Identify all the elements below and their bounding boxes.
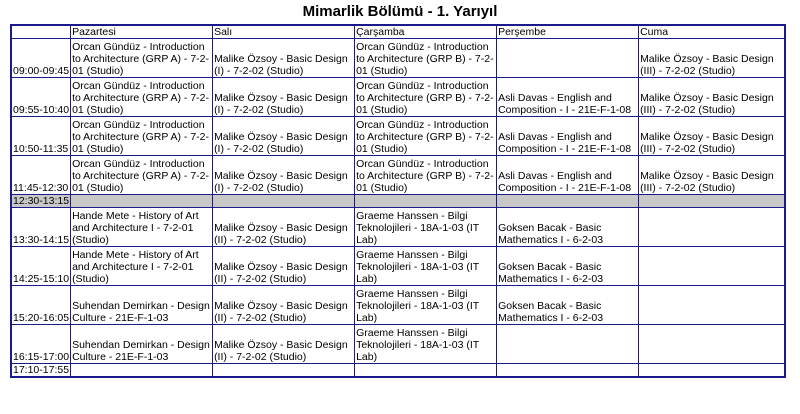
table-row [11, 325, 785, 364]
corner-cell [11, 25, 71, 39]
class-cell [497, 364, 639, 378]
table-row [11, 364, 785, 378]
break-cell [213, 195, 355, 208]
table-row [11, 39, 785, 78]
class-cell [497, 325, 639, 364]
time-cell: 16:15-17:00 [11, 325, 71, 364]
class-cell: Suhendan Demirkan - Design Culture - 21E-F-1-03 [71, 286, 213, 325]
class-cell: Malike Özsoy - Basic Design (II) - 7-2-02 (Studio) [213, 286, 355, 325]
time-cell: 11:45-12:30 [11, 156, 71, 195]
class-cell: Orcan Gündüz - Introduction to Architecture (GRP B) - 7-2-01 (Studio) [355, 117, 497, 156]
day-header-persembe: Perşembe [497, 25, 639, 39]
class-cell: Malike Özsoy - Basic Design (III) - 7-2-02 (Studio) [639, 156, 785, 195]
class-cell: Hande Mete - History of Art and Architecture I - 7-2-01 (Studio) [71, 247, 213, 286]
class-cell: Malike Özsoy - Basic Design (II) - 7-2-02 (Studio) [213, 325, 355, 364]
class-cell: Malike Özsoy - Basic Design (II) - 7-2-02 (Studio) [213, 208, 355, 247]
page-title: Mimarlik Bölümü - 1. Yarıyıl [302, 3, 498, 20]
class-cell: Asli Davas - English and Composition - I - 21E-F-1-08 [497, 117, 639, 156]
class-cell: Asli Davas - English and Composition - I - 21E-F-1-08 [497, 156, 639, 195]
class-cell: Goksen Bacak - Basic Mathematics I - 6-2-03 [497, 286, 639, 325]
class-cell [639, 247, 785, 286]
break-cell [71, 195, 213, 208]
class-cell: Graeme Hanssen - Bilgi Teknolojileri - 18A-1-03 (IT Lab) [355, 325, 497, 364]
table-row [11, 286, 785, 325]
class-cell: Orcan Gündüz - Introduction to Architecture (GRP A) - 7-2-01 (Studio) [71, 78, 213, 117]
class-cell: Malike Özsoy - Basic Design (I) - 7-2-02 (Studio) [213, 78, 355, 117]
class-cell: Graeme Hanssen - Bilgi Teknolojileri - 18A-1-03 (IT Lab) [355, 247, 497, 286]
break-cell [639, 195, 785, 208]
time-cell: 10:50-11:35 [11, 117, 71, 156]
class-cell: Orcan Gündüz - Introduction to Architecture (GRP B) - 7-2-01 (Studio) [355, 39, 497, 78]
day-header-sali: Salı [213, 25, 355, 39]
class-cell [639, 325, 785, 364]
break-cell [497, 195, 639, 208]
day-header-cuma: Cuma [639, 25, 785, 39]
schedule-table [10, 24, 786, 378]
table-row [11, 208, 785, 247]
table-row [11, 156, 785, 195]
time-cell: 13:30-14:15 [11, 208, 71, 247]
class-cell [71, 364, 213, 378]
time-cell: 15:20-16:05 [11, 286, 71, 325]
class-cell [639, 286, 785, 325]
class-cell [355, 364, 497, 378]
break-time-cell: 12:30-13:15 [13, 195, 70, 207]
class-cell: Malike Özsoy - Basic Design (II) - 7-2-02 (Studio) [213, 247, 355, 286]
class-cell: Orcan Gündüz - Introduction to Architecture (GRP A) - 7-2-01 (Studio) [71, 117, 213, 156]
class-cell: Hande Mete - History of Art and Architecture I - 7-2-01 (Studio) [71, 208, 213, 247]
table-row [11, 78, 785, 117]
class-cell: Asli Davas - English and Composition - I - 21E-F-1-08 [497, 78, 639, 117]
class-cell [213, 364, 355, 378]
class-cell: Malike Özsoy - Basic Design (I) - 7-2-02 (Studio) [213, 39, 355, 78]
class-cell [497, 39, 639, 78]
time-cell: 09:00-09:45 [11, 39, 71, 78]
class-cell: Suhendan Demirkan - Design Culture - 21E-F-1-03 [71, 325, 213, 364]
class-cell: Malike Özsoy - Basic Design (III) - 7-2-02 (Studio) [639, 39, 785, 78]
class-cell: Orcan Gündüz - Introduction to Architecture (GRP B) - 7-2-01 (Studio) [355, 78, 497, 117]
class-cell: Orcan Gündüz - Introduction to Architecture (GRP B) - 7-2-01 (Studio) [355, 156, 497, 195]
class-cell [639, 364, 785, 378]
class-cell: Goksen Bacak - Basic Mathematics I - 6-2-03 [497, 247, 639, 286]
day-header-pazartesi: Pazartesi [71, 25, 213, 39]
header-row [11, 25, 785, 39]
class-cell: Malike Özsoy - Basic Design (III) - 7-2-02 (Studio) [639, 117, 785, 156]
table-row [11, 247, 785, 286]
class-cell: Goksen Bacak - Basic Mathematics I - 6-2-03 [497, 208, 639, 247]
time-cell: 14:25-15:10 [11, 247, 71, 286]
class-cell: Graeme Hanssen - Bilgi Teknolojileri - 18A-1-03 (IT Lab) [355, 286, 497, 325]
break-cell [355, 195, 497, 208]
time-cell: 09:55-10:40 [11, 78, 71, 117]
class-cell: Malike Özsoy - Basic Design (III) - 7-2-02 (Studio) [639, 78, 785, 117]
time-cell: 17:10-17:55 [13, 364, 70, 376]
class-cell: Orcan Gündüz - Introduction to Architecture (GRP A) - 7-2-01 (Studio) [71, 156, 213, 195]
table-row [11, 117, 785, 156]
class-cell: Malike Özsoy - Basic Design (I) - 7-2-02 (Studio) [213, 156, 355, 195]
break-row [11, 195, 785, 208]
class-cell: Graeme Hanssen - Bilgi Teknolojileri - 18A-1-03 (IT Lab) [355, 208, 497, 247]
class-cell: Malike Özsoy - Basic Design (I) - 7-2-02 (Studio) [213, 117, 355, 156]
day-header-carsamba: Çarşamba [355, 25, 497, 39]
class-cell [639, 208, 785, 247]
class-cell: Orcan Gündüz - Introduction to Architecture (GRP A) - 7-2-01 (Studio) [71, 39, 213, 78]
